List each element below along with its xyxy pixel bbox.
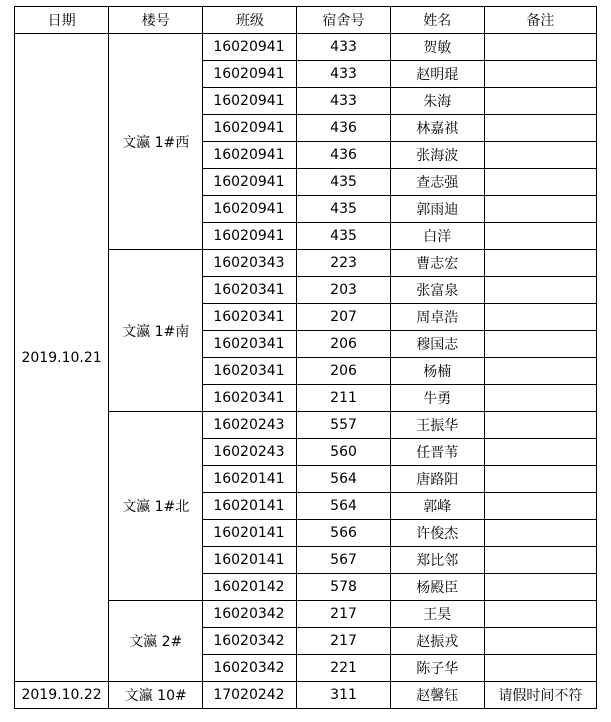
name-cell: 许俊杰 — [390, 520, 484, 547]
note-cell — [484, 277, 596, 304]
room-cell: 567 — [297, 547, 390, 574]
note-cell — [484, 223, 596, 250]
class-cell: 16020941 — [203, 169, 297, 196]
room-cell: 433 — [297, 88, 390, 115]
name-cell: 赵明琨 — [390, 61, 484, 88]
building-cell: 文瀛 2# — [109, 601, 203, 682]
class-cell: 16020941 — [203, 88, 297, 115]
name-cell: 赵振戎 — [390, 628, 484, 655]
name-cell: 任晋苇 — [390, 439, 484, 466]
name-cell: 王振华 — [390, 412, 484, 439]
class-cell: 16020342 — [203, 601, 297, 628]
class-cell: 16020243 — [203, 439, 297, 466]
class-cell: 16020141 — [203, 520, 297, 547]
name-cell: 唐路阳 — [390, 466, 484, 493]
note-cell — [484, 250, 596, 277]
class-cell: 16020141 — [203, 547, 297, 574]
name-cell: 张富泉 — [390, 277, 484, 304]
note-cell — [484, 655, 596, 682]
room-cell: 206 — [297, 358, 390, 385]
room-cell: 564 — [297, 466, 390, 493]
name-cell: 林嘉祺 — [390, 115, 484, 142]
room-cell: 435 — [297, 196, 390, 223]
header-name: 姓名 — [390, 7, 484, 34]
note-cell — [484, 466, 596, 493]
class-cell: 16020941 — [203, 196, 297, 223]
room-cell: 435 — [297, 223, 390, 250]
class-cell: 16020341 — [203, 358, 297, 385]
room-cell: 206 — [297, 331, 390, 358]
date-cell: 2019.10.22 — [15, 682, 109, 709]
room-cell: 217 — [297, 628, 390, 655]
note-cell — [484, 34, 596, 61]
room-cell: 436 — [297, 115, 390, 142]
table-body — [15, 34, 597, 709]
dorm-check-table — [14, 6, 597, 709]
header-class: 班级 — [203, 7, 297, 34]
room-cell: 203 — [297, 277, 390, 304]
note-cell — [484, 196, 596, 223]
header-note: 备注 — [484, 7, 596, 34]
note-cell — [484, 61, 596, 88]
class-cell: 16020941 — [203, 61, 297, 88]
note-cell — [484, 439, 596, 466]
room-cell: 435 — [297, 169, 390, 196]
class-cell: 16020243 — [203, 412, 297, 439]
name-cell: 赵馨钰 — [390, 682, 484, 709]
note-cell — [484, 628, 596, 655]
note-cell — [484, 169, 596, 196]
table-row — [15, 682, 597, 709]
class-cell: 16020342 — [203, 655, 297, 682]
class-cell: 16020343 — [203, 250, 297, 277]
note-cell — [484, 574, 596, 601]
name-cell: 杨殿臣 — [390, 574, 484, 601]
building-cell: 文瀛 1#南 — [109, 250, 203, 412]
room-cell: 564 — [297, 493, 390, 520]
class-cell: 16020341 — [203, 277, 297, 304]
name-cell: 陈子华 — [390, 655, 484, 682]
class-cell: 17020242 — [203, 682, 297, 709]
header-building: 楼号 — [109, 7, 203, 34]
class-cell: 16020341 — [203, 385, 297, 412]
name-cell: 曹志宏 — [390, 250, 484, 277]
note-cell: 请假时间不符 — [484, 682, 596, 709]
name-cell: 杨楠 — [390, 358, 484, 385]
name-cell: 朱海 — [390, 88, 484, 115]
note-cell — [484, 358, 596, 385]
class-cell: 16020941 — [203, 115, 297, 142]
class-cell: 16020341 — [203, 331, 297, 358]
name-cell: 郑比邻 — [390, 547, 484, 574]
room-cell: 221 — [297, 655, 390, 682]
room-cell: 433 — [297, 61, 390, 88]
note-cell — [484, 601, 596, 628]
header-date: 日期 — [15, 7, 109, 34]
note-cell — [484, 385, 596, 412]
room-cell: 211 — [297, 385, 390, 412]
note-cell — [484, 412, 596, 439]
name-cell: 查志强 — [390, 169, 484, 196]
note-cell — [484, 331, 596, 358]
room-cell: 557 — [297, 412, 390, 439]
class-cell: 16020341 — [203, 304, 297, 331]
name-cell: 张海波 — [390, 142, 484, 169]
note-cell — [484, 88, 596, 115]
name-cell: 贺敏 — [390, 34, 484, 61]
note-cell — [484, 304, 596, 331]
room-cell: 217 — [297, 601, 390, 628]
class-cell: 16020941 — [203, 223, 297, 250]
name-cell: 郭雨迪 — [390, 196, 484, 223]
room-cell: 311 — [297, 682, 390, 709]
class-cell: 16020141 — [203, 466, 297, 493]
room-cell: 578 — [297, 574, 390, 601]
room-cell: 566 — [297, 520, 390, 547]
class-cell: 16020941 — [203, 142, 297, 169]
building-cell: 文瀛 10# — [109, 682, 203, 709]
building-cell: 文瀛 1#北 — [109, 412, 203, 601]
class-cell: 16020342 — [203, 628, 297, 655]
class-cell: 16020142 — [203, 574, 297, 601]
room-cell: 207 — [297, 304, 390, 331]
name-cell: 穆国志 — [390, 331, 484, 358]
room-cell: 223 — [297, 250, 390, 277]
note-cell — [484, 142, 596, 169]
name-cell: 周卓浩 — [390, 304, 484, 331]
class-cell: 16020141 — [203, 493, 297, 520]
note-cell — [484, 115, 596, 142]
building-cell: 文瀛 1#西 — [109, 34, 203, 250]
class-cell: 16020941 — [203, 34, 297, 61]
note-cell — [484, 493, 596, 520]
note-cell — [484, 547, 596, 574]
note-cell — [484, 520, 596, 547]
header-room: 宿舍号 — [297, 7, 390, 34]
room-cell: 433 — [297, 34, 390, 61]
date-cell: 2019.10.21 — [15, 34, 109, 682]
header-row — [15, 7, 597, 34]
name-cell: 王昊 — [390, 601, 484, 628]
room-cell: 560 — [297, 439, 390, 466]
name-cell: 牛勇 — [390, 385, 484, 412]
name-cell: 白洋 — [390, 223, 484, 250]
name-cell: 郭峰 — [390, 493, 484, 520]
room-cell: 436 — [297, 142, 390, 169]
table-row — [15, 34, 597, 61]
